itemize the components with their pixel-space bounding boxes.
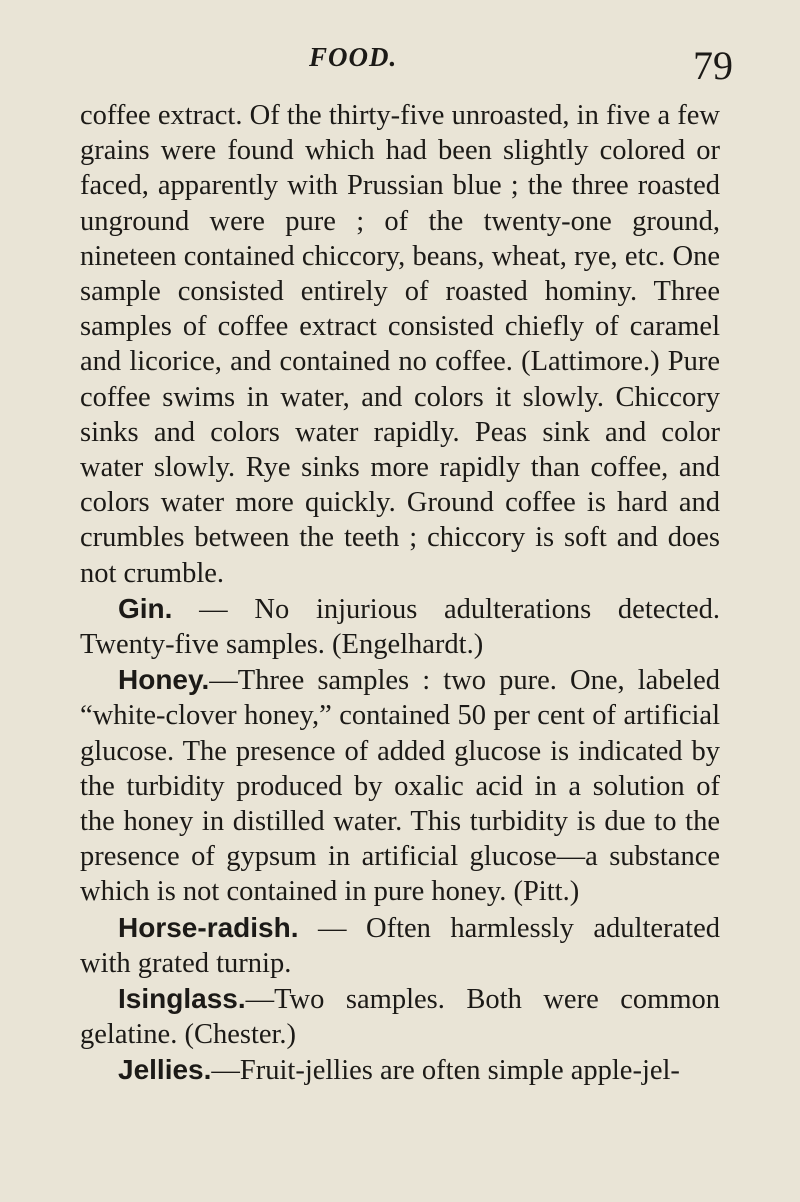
paragraph-isinglass: [80, 981, 720, 1052]
entry-heading-jellies: Jellies.: [118, 1054, 212, 1086]
paragraph-text: —Three samples : two pure. One, labeled “white-clover honey,” contained 50 per cent of artificial glucose. The presence of added glucose is indicated by the turbidity produced by oxalic acid in a solution of the honey in distilled water. This turbidity is due to the presence of gypsum in artificial glucose—a substance which is not contained in pure honey. (Pitt.): [80, 665, 720, 908]
entry-heading-isinglass: Isinglass.: [118, 983, 246, 1015]
paragraph-coffee: [80, 98, 720, 591]
paragraph-gin: [80, 591, 720, 662]
paragraph-text: —Fruit-jellies are often simple apple-jel-: [211, 1055, 680, 1087]
paragraph-jellies: [80, 1052, 720, 1088]
paragraph-text: —Two samples. Both were common gelatine. (Chester.): [80, 984, 720, 1051]
body-text: [80, 98, 720, 1089]
paragraph-honey: [80, 662, 720, 909]
entry-heading-horse-radish: Horse-radish.: [118, 911, 299, 943]
paragraph-text: — No injurious adulterations detected. Twenty-five samples. (Engelhardt.): [80, 593, 720, 661]
entry-heading-honey: Honey.: [118, 664, 210, 696]
paragraph-text: — Often harmlessly adulterated with grated turnip.: [80, 912, 720, 979]
running-head: FOOD.: [309, 42, 398, 72]
entry-heading-gin: Gin.: [118, 592, 173, 624]
page-number: 79: [693, 43, 733, 88]
paragraph-text: coffee extract. Of the thirty-five unroasted, in five a few grains were found which had been slightly colored or faced, apparently with Prussian blue ; the three roasted unground were pure ; of the twenty-one ground, nineteen contained chiccory, beans, wheat, rye, etc. One sample consisted entirely of roasted hominy. Three samples of coffee extract consisted chiefly of caramel and licorice, and contained no coffee. (Lattimore.) Pure coffee swims in water, and colors it slowly. Chiccory sinks and colors water rapidly. Peas sink and color water slowly. Rye sinks more rapidly than coffee, and colors water more quickly. Ground coffee is hard and crumbles between the teeth ; chiccory is soft and does not crumble.: [80, 100, 720, 589]
paragraph-horse-radish: [80, 910, 720, 981]
